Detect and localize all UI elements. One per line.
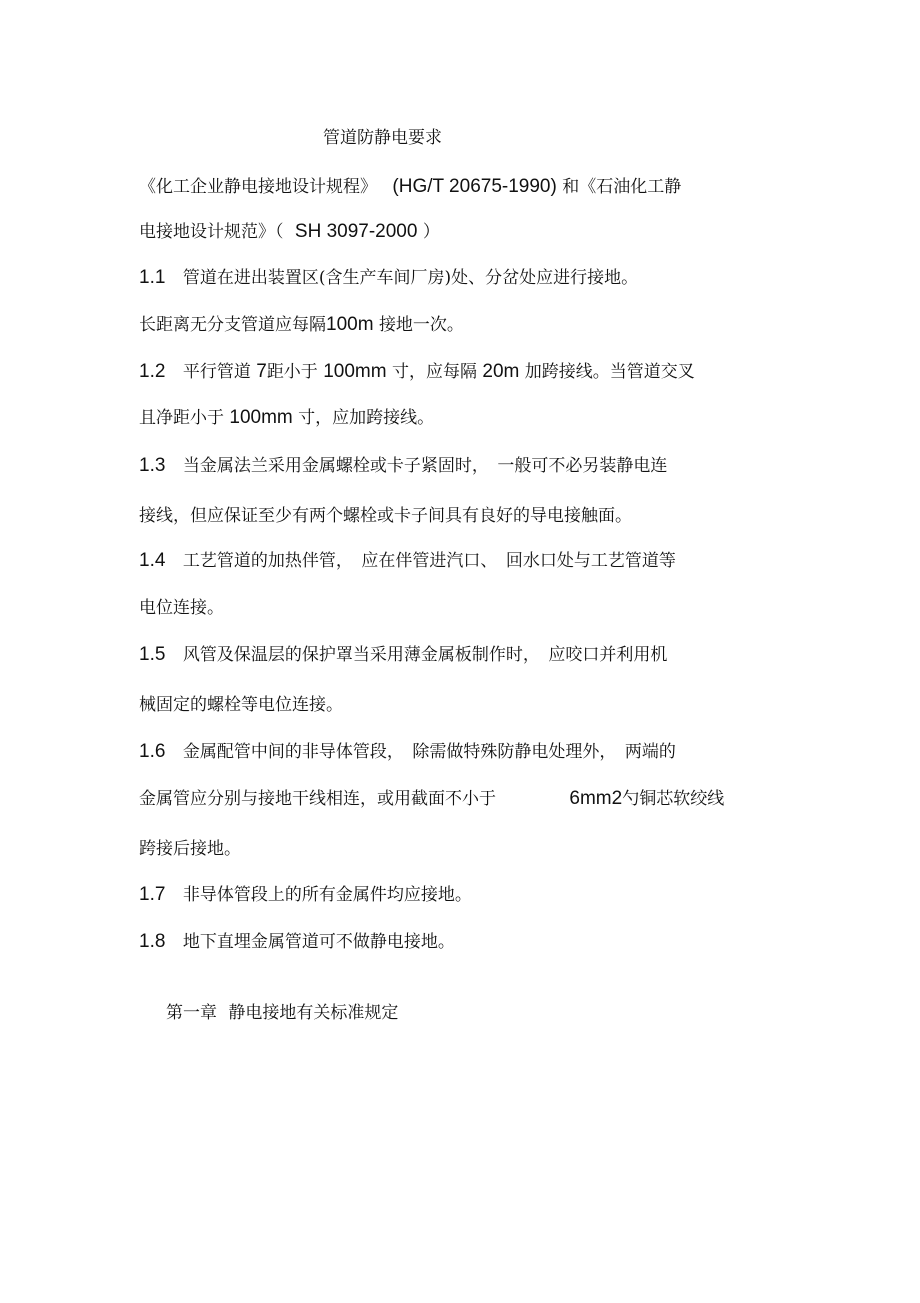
item-text: 管道在进出装置区(含生产车间厂房)处、分岔处应进行接地。 (182, 268, 639, 288)
list-item-continuation: 接线，但应保证至少有两个螺栓或卡子间具有良好的导电接触面。 (139, 506, 632, 526)
item-text: 工艺管道的加热伴管， 应在伴管进汽口、 回水口处与工艺管道等 (182, 551, 676, 571)
item-number: 1.7 (139, 884, 166, 905)
chapter-heading (166, 1002, 398, 1024)
list-item (139, 644, 667, 666)
list-item (139, 550, 676, 572)
reference-text: 和《石油化工静 (562, 177, 682, 197)
list-item (139, 931, 455, 953)
item-number: 1.3 (139, 455, 166, 476)
item-number: 1.4 (139, 550, 166, 571)
item-text: 非导体管段上的所有金属件均应接地。 (182, 885, 472, 905)
item-text: 地下直埋金属管道可不做静电接地。 (182, 932, 455, 952)
item-text: 金属配管中间的非导体管段， 除需做特殊防静电处理外， 两端的 (182, 742, 676, 762)
item-text: 当金属法兰采用金属螺栓或卡子紧固时， 一般可不必另装静电连 (182, 456, 668, 476)
item-number: 1.5 (139, 644, 166, 665)
list-item (139, 267, 638, 289)
list-item (139, 741, 676, 763)
reference-text: 《化工企业静电接地设计规程》 (139, 177, 377, 197)
item-number: 1.6 (139, 741, 166, 762)
list-item-continuation: 械固定的螺栓等电位连接。 (139, 695, 343, 715)
item-number: 1.8 (139, 931, 166, 952)
reference-line-1 (139, 176, 681, 198)
list-item: 1.2 平行管道 7距小于 100mm 寸，应每隔 20m 加跨接线。当管道交叉 (139, 361, 695, 382)
reference-line-2 (139, 221, 440, 243)
list-item-continuation: 且净距小于 100mm 寸，应加跨接线。 (139, 407, 435, 428)
item-number: 1.1 (139, 267, 166, 288)
item-text: 风管及保温层的保护罩当采用薄金属板制作时， 应咬口并利用机 (182, 645, 668, 665)
page-title: 管道防静电要求 (323, 128, 442, 148)
list-item (139, 455, 667, 477)
chapter-label: 第一章 (166, 1003, 217, 1023)
reference-code: SH 3097-2000 (294, 221, 418, 242)
reference-text: ） (422, 222, 440, 242)
list-item-continuation: 金属管应分别与接地干线相连，或用截面不小于 6mm2勺铜芯软绞线 (139, 788, 725, 809)
list-item (139, 884, 472, 906)
list-item-continuation: 长距离无分支管道应每隔100m 接地一次。 (139, 314, 464, 335)
item-number: 1.2 (139, 361, 166, 382)
list-item-continuation: 电位连接。 (139, 598, 224, 618)
reference-code: (HG/T 20675-1990) (392, 176, 557, 197)
reference-text: 电接地设计规范》（ (139, 222, 284, 242)
list-item-continuation: 跨接后接地。 (139, 839, 241, 859)
chapter-title: 静电接地有关标准规定 (228, 1003, 399, 1023)
